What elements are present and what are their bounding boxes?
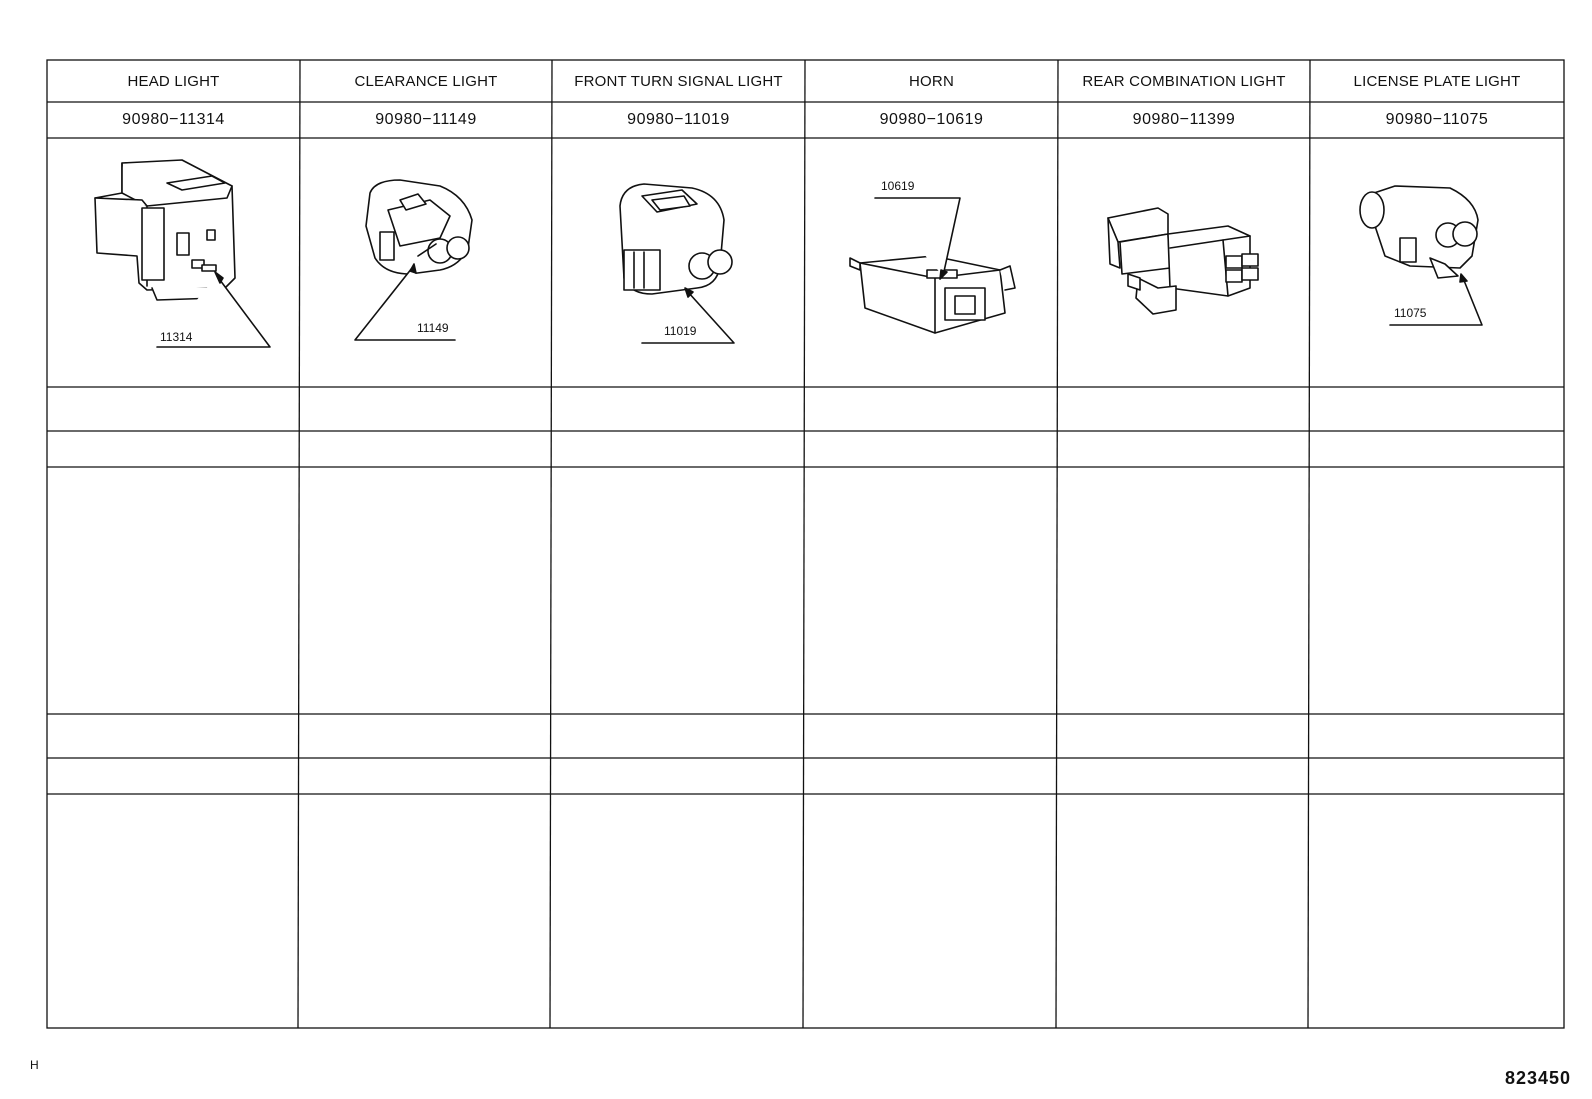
header-license-plate-light: LICENSE PLATE LIGHT [1353, 72, 1521, 90]
rear-combination-light-connector-drawing [1058, 138, 1310, 387]
head-light-callout: 11314 [160, 330, 193, 344]
part-number-clearance-light: 90980−11149 [375, 111, 477, 128]
header-front-turn-signal-light: FRONT TURN SIGNAL LIGHT [574, 72, 783, 90]
header-rear-combination-light: REAR COMBINATION LIGHT [1082, 72, 1286, 90]
header-head-light: HEAD LIGHT [127, 72, 220, 90]
clearance-light-connector-drawing [300, 138, 552, 387]
horn-connector-drawing [805, 138, 1058, 387]
front-turn-signal-light-connector-drawing [552, 138, 805, 387]
part-number-front-turn-signal-light: 90980−11019 [627, 111, 730, 128]
drawing-number: 823450 [1505, 1068, 1572, 1088]
part-number-license-plate-light: 90980−11075 [1385, 111, 1489, 128]
horn-callout: 10619 [881, 179, 915, 193]
license-plate-light-callout: 11075 [1394, 306, 1427, 320]
header-clearance-light: CLEARANCE LIGHT [354, 72, 498, 90]
head-light-connector-drawing [47, 138, 300, 387]
license-plate-light-connector-drawing [1310, 138, 1564, 387]
part-number-head-light: 90980−11314 [122, 111, 225, 128]
part-number-rear-combination-light: 90980−11399 [1132, 111, 1236, 128]
header-horn: HORN [909, 72, 954, 90]
section-letter: H [30, 1058, 39, 1072]
front-turn-signal-light-callout: 11019 [664, 324, 697, 338]
clearance-light-callout: 11149 [417, 321, 449, 335]
part-number-horn: 90980−10619 [879, 111, 984, 128]
